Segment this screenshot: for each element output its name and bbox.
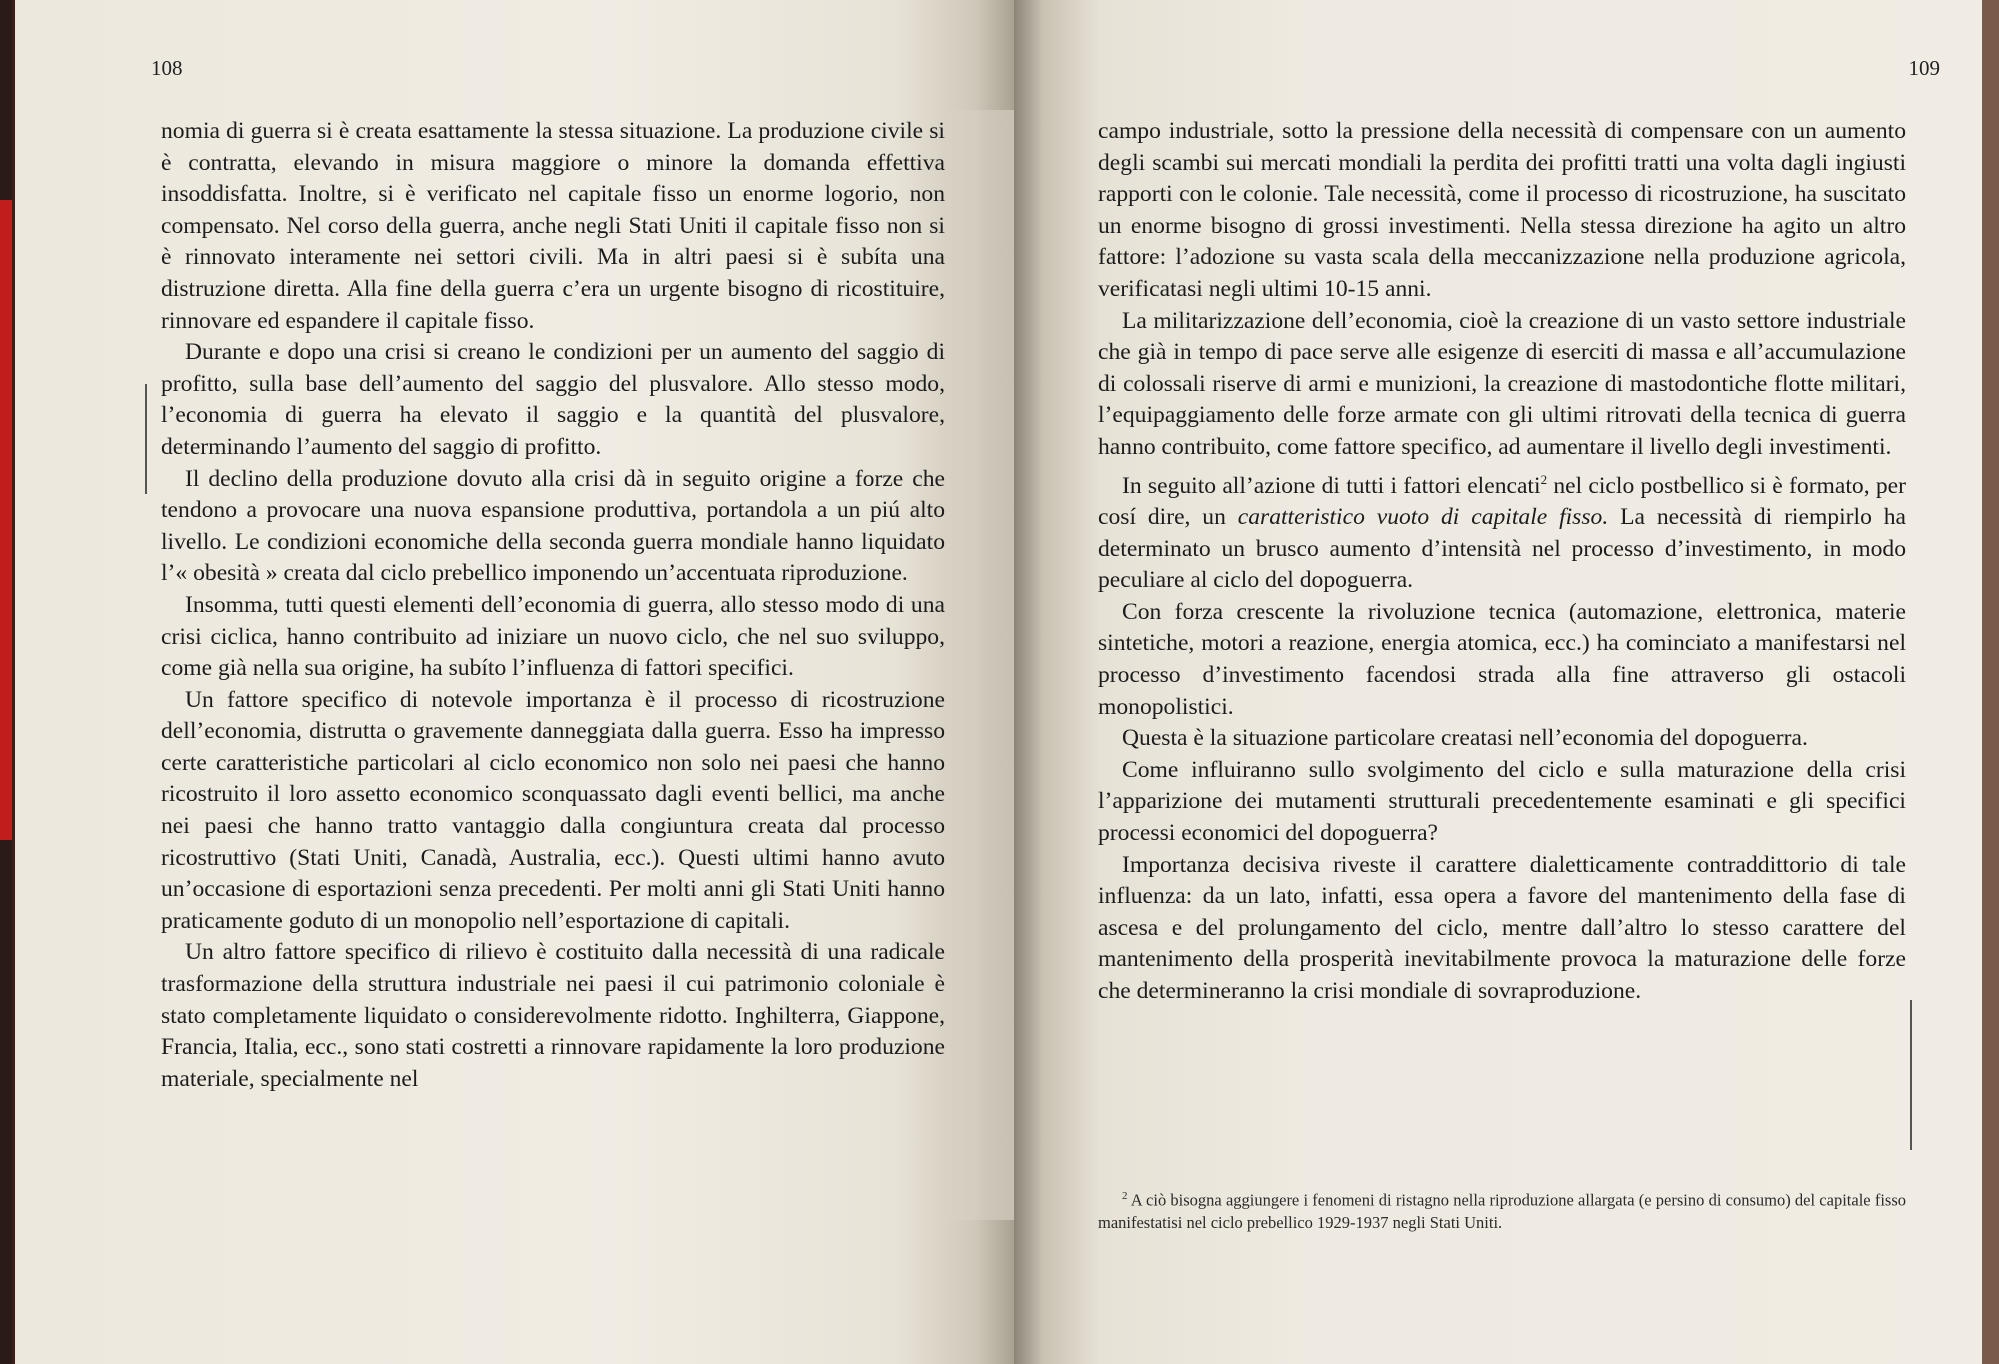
right-page-text [1098,116,1906,1007]
italic-phrase: caratteristico vuoto di capitale fisso. [1237,503,1609,530]
paragraph: Questa è la situazione particolare creatasi nell’economia del dopoguerra. [1122,725,1808,752]
footnote-mark: 2 [1122,1190,1128,1202]
paragraph: Durante e dopo una crisi si creano le condizioni per un aumento del saggio di profitto, sulla base dell’aumento del saggio del plusvalore. Allo stesso modo, l’economia di guerra ha elevato il saggio e la quantità del plusvalore, determinando l’aumento del saggio di profitto. [161,339,945,460]
book-edge-red [0,200,12,840]
paragraph: Importanza decisiva riveste il carattere dialetticamente contraddittorio di tale influenza: da un lato, infatti, essa opera a favore del mantenimento della fase di ascesa e del prolungamento del ciclo, mentre dall’altro lo stesso carattere del mantenimento della prosperità inevitabilmente provoca la maturazione delle forze che determineranno la crisi mondiale di sovraproduzione. [1098,851,1906,1004]
paragraph: Il declino della produzione dovuto alla crisi dà in seguito origine a forze che tendono a provocare una nuova espansione produttiva, portandola a un piú alto livello. Le condizioni economiche della seconda guerra mondiale hanno liquidato l’« obesità » creata dal ciclo prebellico imponendo un’accentuata riproduzione. [161,465,945,587]
paragraph: Con forza crescente la rivoluzione tecnica (automazione, elettronica, materie sintetiche, motori a reazione, energia atomica, ecc.) ha cominciato a manifestarsi nel processo d’investimento facendosi strada alla fine attraverso gli ostacoli monopolistici. [1098,598,1906,720]
left-page-text [161,116,945,1095]
left-page [12,0,1015,1364]
paragraph: nomia di guerra si è creata esattamente la stessa situazione. La produzione civile si è contratta, elevando in misura maggiore o minore la domanda effettiva insoddisfatta. Inoltre, si è verificato nel capitale fisso un enorme logorio, non compensato. Nel corso della guerra, anche negli Stati Uniti il capitale fisso non si è rinnovato interamente nei settori civili. Ma in altri paesi si è subíta una distruzione diretta. Alla fine della guerra c’era un urgente bisogno di ricostituire, rinnovare ed espandere il capitale fisso. [161,118,945,334]
page-number-right: 109 [1908,56,1940,80]
paragraph: La militarizzazione dell’economia, cioè la creazione di un vasto settore industriale che già in tempo di pace serve alle esigenze di eserciti di massa e all’accumulazione di colossali riserve di armi e munizioni, la creazione di mastodontiche flotte militari, l’equipaggiamento delle forze armate con gli ultimi ritrovati della tecnica di guerra hanno contribuito, come fattore specifico, ad aumentare il livello degli investimenti. [1098,307,1906,460]
paragraph: Come influiranno sullo svolgimento del ciclo e sulla maturazione della crisi l’apparizione dei mutamenti strutturali precedentemente esaminati e gli specifici processi economici del dopoguerra? [1098,756,1906,846]
paragraph-end: La necessità di riempirlo ha determinato un brusco aumento d’intensità nel processo d’investimento, in modo peculiare al ciclo del dopoguerra. [1098,503,1906,594]
paragraph: Un fattore specifico di notevole importanza è il processo di ricostruzione dell’economia, distrutta o gravemente danneggiata dalla guerra. Esso ha impresso certe caratteristiche particolari al ciclo economico non solo nei paesi che hanno ricostruito il loro assetto economico sconquassato dagli eventi bellici, ma anche nei paesi che hanno tratto vantaggio dalla congiuntura creata dal processo ricostruttivo (Stati Uniti, Canadà, Australia, ecc.). Questi ultimi hanno avuto un’occasione di esportazioni senza precedenti. Per molti anni gli Stati Uniti hanno praticamente goduto di un monopolio nell’esportazione di capitali. [161,686,945,934]
paragraph [1098,464,1906,597]
paragraph: Un altro fattore specifico di rilievo è costituito dalla necessità di una radicale trasformazione della struttura industriale nei paesi il cui patrimonio coloniale è stato completamente liquidato o considerevolmente ridotto. Inghilterra, Giappone, Francia, Italia, ecc., sono stati costretti a rinnovare rapidamente la loro produzione materiale, specialmente nel [161,939,945,1092]
footnote-body: A ciò bisogna aggiungere i fenomeni di ristagno nella riproduzione allargata (e persino di consumo) del capitale fisso manifestatisi nel ciclo prebellico 1929-1937 negli Stati Uniti. [1098,1190,1906,1232]
paragraph: Insomma, tutti questi elementi dell’economia di guerra, allo stesso modo di una crisi ciclica, hanno contribuito ad iniziare un nuovo ciclo, che nel suo sviluppo, come già nella sua origine, ha subíto l’influenza di fattori specifici. [161,591,945,682]
page-number-left: 108 [151,56,183,80]
paragraph-start: In seguito all’azione di tutti i fattori elencati [1122,472,1541,499]
book-edge-right [1982,0,1999,1364]
footnote [1098,1185,1906,1234]
footnote-reference: 2 [1540,471,1548,487]
right-page [1014,0,1982,1364]
paragraph: campo industriale, sotto la pressione della necessità di compensare con un aumento degli scambi sui mercati mondiali la perdita dei profitti tratti una volta dagli ingiusti rapporti con le colonie. Tale necessità, come il processo di ricostruzione, ha suscitato un enorme bisogno di grossi investimenti. Nella stessa direzione ha agito un altro fattore: l’adozione su vasta scala della meccanizzazione nella produzione agricola, verificatasi negli ultimi 10-15 anni. [1098,118,1906,302]
gutter-shadow [945,110,1015,1220]
paragraph-middle: nel ciclo postbellico si è formato, per cosí dire, un [1098,472,1907,530]
margin-pen-mark [145,384,147,494]
margin-pen-mark [1910,1000,1912,1150]
footnote-text [1098,1185,1906,1234]
